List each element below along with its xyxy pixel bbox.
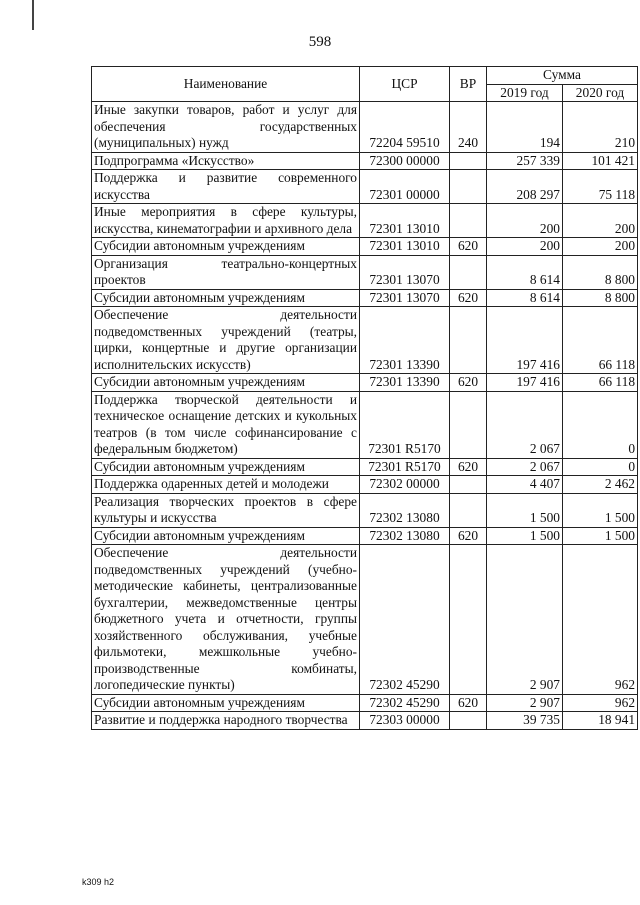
row-name: Субсидии автономным учреждениям <box>92 238 360 256</box>
table-row <box>92 527 638 545</box>
row-2019: 194 <box>487 102 563 153</box>
row-2020: 101 421 <box>563 152 638 170</box>
row-2020: 2 462 <box>563 476 638 494</box>
row-2019: 197 416 <box>487 374 563 392</box>
row-csr: 72303 00000 <box>360 712 450 730</box>
row-csr: 72301 13390 <box>360 307 450 374</box>
table-row <box>92 545 638 695</box>
table-row <box>92 204 638 238</box>
page-number: 598 <box>308 34 332 50</box>
row-2019: 257 339 <box>487 152 563 170</box>
row-vr: 620 <box>450 374 487 392</box>
row-vr <box>450 476 487 494</box>
row-csr: 72204 59510 <box>360 102 450 153</box>
row-2019: 200 <box>487 238 563 256</box>
row-vr <box>450 712 487 730</box>
row-csr: 72301 R5170 <box>360 391 450 458</box>
header-sum: Сумма <box>487 67 638 85</box>
row-name: Иные мероприятия в сфере культуры, искусства, кинематографии и архивного дела <box>92 204 360 238</box>
row-csr: 72301 13070 <box>360 255 450 289</box>
row-name: Поддержка одаренных детей и молодежи <box>92 476 360 494</box>
budget-table <box>91 66 638 730</box>
row-vr: 240 <box>450 102 487 153</box>
row-2019: 208 297 <box>487 170 563 204</box>
row-vr: 620 <box>450 289 487 307</box>
row-2020: 0 <box>563 458 638 476</box>
row-name: Обеспечение деятельности подведомственных учреждений (театры, цирки, концертные и другие организации исполнительских искусств) <box>92 307 360 374</box>
row-2020: 962 <box>563 694 638 712</box>
row-2020: 8 800 <box>563 289 638 307</box>
table-row <box>92 307 638 374</box>
table-row <box>92 712 638 730</box>
row-csr: 72301 R5170 <box>360 458 450 476</box>
table-row <box>92 493 638 527</box>
row-name: Субсидии автономным учреждениям <box>92 289 360 307</box>
table-row <box>92 391 638 458</box>
row-2020: 75 118 <box>563 170 638 204</box>
row-2020: 18 941 <box>563 712 638 730</box>
row-2019: 4 407 <box>487 476 563 494</box>
row-vr <box>450 204 487 238</box>
row-2020: 66 118 <box>563 374 638 392</box>
row-name: Обеспечение деятельности подведомственных учреждений (учебно-методические кабинеты, централизованные бухгалтерии, межведомственные центры бюджетного учета и отчетности, группы хозяйственного обслуживания, учебные фильмотеки, межшкольные учебно-производственные комбинаты, логопедические пункты) <box>92 545 360 695</box>
row-2019: 197 416 <box>487 307 563 374</box>
row-name: Субсидии автономным учреждениям <box>92 694 360 712</box>
row-csr: 72302 13080 <box>360 493 450 527</box>
row-vr <box>450 391 487 458</box>
header-name: Наименование <box>92 67 360 102</box>
row-csr: 72301 13010 <box>360 204 450 238</box>
row-2020: 8 800 <box>563 255 638 289</box>
header-2019: 2019 год <box>487 84 563 102</box>
row-2019: 2 067 <box>487 458 563 476</box>
table-row <box>92 694 638 712</box>
table-body <box>92 102 638 730</box>
table-row <box>92 170 638 204</box>
row-csr: 72301 00000 <box>360 170 450 204</box>
row-vr: 620 <box>450 527 487 545</box>
header-2020: 2020 год <box>563 84 638 102</box>
table-row <box>92 289 638 307</box>
row-2020: 1 500 <box>563 493 638 527</box>
row-vr: 620 <box>450 238 487 256</box>
row-2019: 1 500 <box>487 527 563 545</box>
row-csr: 72302 45290 <box>360 545 450 695</box>
row-2019: 8 614 <box>487 255 563 289</box>
row-vr: 620 <box>450 694 487 712</box>
row-vr: 620 <box>450 458 487 476</box>
row-vr <box>450 152 487 170</box>
row-name: Иные закупки товаров, работ и услуг для обеспечения государственных (муниципальных) нужд <box>92 102 360 153</box>
row-vr <box>450 493 487 527</box>
row-csr: 72301 13390 <box>360 374 450 392</box>
row-2020: 210 <box>563 102 638 153</box>
header-csr: ЦСР <box>360 67 450 102</box>
row-2019: 200 <box>487 204 563 238</box>
table-row <box>92 374 638 392</box>
row-name: Поддержка творческой деятельности и техническое оснащение детских и кукольных театров (в том числе софинансирование с федеральным бюджетом) <box>92 391 360 458</box>
row-vr <box>450 170 487 204</box>
row-name: Реализация творческих проектов в сфере культуры и искусства <box>92 493 360 527</box>
row-2019: 1 500 <box>487 493 563 527</box>
table-row <box>92 476 638 494</box>
row-2020: 200 <box>563 204 638 238</box>
row-name: Подпрограмма «Искусство» <box>92 152 360 170</box>
row-2020: 0 <box>563 391 638 458</box>
table-row <box>92 458 638 476</box>
margin-mark <box>32 0 34 30</box>
row-name: Субсидии автономным учреждениям <box>92 458 360 476</box>
row-name: Организация театрально-концертных проектов <box>92 255 360 289</box>
row-2019: 2 907 <box>487 694 563 712</box>
row-2019: 39 735 <box>487 712 563 730</box>
row-vr <box>450 545 487 695</box>
footer-code: k309 h2 <box>82 877 115 887</box>
row-2019: 2 067 <box>487 391 563 458</box>
row-csr: 72302 45290 <box>360 694 450 712</box>
row-2019: 2 907 <box>487 545 563 695</box>
row-vr <box>450 255 487 289</box>
row-name: Субсидии автономным учреждениям <box>92 374 360 392</box>
row-vr <box>450 307 487 374</box>
row-2019: 8 614 <box>487 289 563 307</box>
row-2020: 200 <box>563 238 638 256</box>
row-name: Поддержка и развитие современного искусства <box>92 170 360 204</box>
row-2020: 962 <box>563 545 638 695</box>
row-csr: 72302 00000 <box>360 476 450 494</box>
row-csr: 72302 13080 <box>360 527 450 545</box>
row-2020: 1 500 <box>563 527 638 545</box>
row-2020: 66 118 <box>563 307 638 374</box>
row-name: Субсидии автономным учреждениям <box>92 527 360 545</box>
table-row <box>92 238 638 256</box>
table-row <box>92 255 638 289</box>
row-csr: 72300 00000 <box>360 152 450 170</box>
header-vr: ВР <box>450 67 487 102</box>
row-name: Развитие и поддержка народного творчества <box>92 712 360 730</box>
row-csr: 72301 13010 <box>360 238 450 256</box>
table-row <box>92 152 638 170</box>
table-row <box>92 102 638 153</box>
row-csr: 72301 13070 <box>360 289 450 307</box>
